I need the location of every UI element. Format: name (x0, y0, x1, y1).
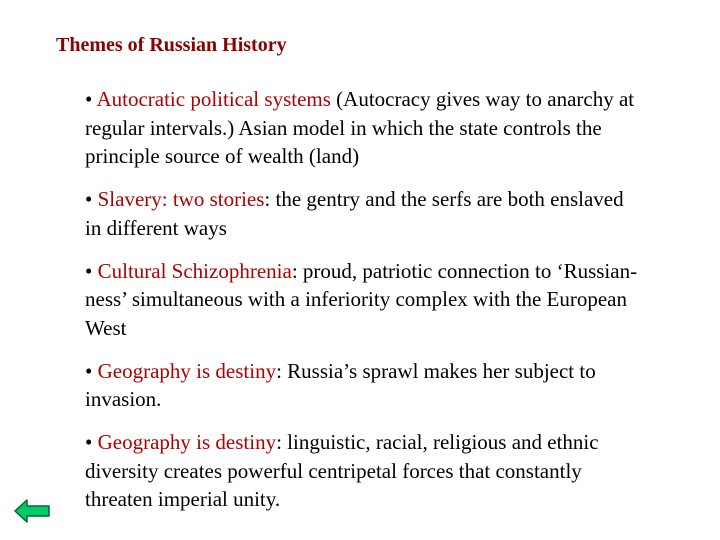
bullet-item (85, 428, 645, 514)
bullet-highlight: Geography is destiny (97, 358, 277, 383)
bullet-highlight: Autocratic political systems (96, 87, 331, 111)
back-button[interactable] (13, 498, 51, 524)
bullet-text: : Russia’s sprawl makes her subject to invasion. (85, 358, 596, 411)
bullet-item (85, 85, 645, 171)
bullet-list (85, 85, 645, 528)
bullet-highlight: Slavery: two stories (97, 187, 265, 211)
bullet-item (85, 357, 645, 414)
bullet-item (85, 257, 645, 343)
bullet-text: (Autocracy gives way to anarchy at regular intervals.) Asian model in which the state controls the principle source of wealth (land) (85, 87, 635, 168)
bullet-marker: • (85, 358, 98, 383)
bullet-marker: • (85, 430, 98, 454)
slide-title: Themes of Russian History (56, 34, 287, 56)
bullet-text: : the gentry and the serfs are both enslaved in different ways (85, 187, 624, 240)
bullet-marker: • (85, 87, 97, 111)
bullet-marker: • (85, 258, 98, 283)
bullet-text: : linguistic, racial, religious and ethnic diversity creates powerful centripetal forces that constantly threaten imperial unity. (85, 430, 599, 511)
left-arrow-icon (13, 498, 51, 524)
bullet-marker: • (85, 187, 98, 211)
bullet-highlight: Geography is destiny (97, 430, 277, 454)
bullet-item (85, 185, 645, 242)
bullet-highlight: Cultural Schizophrenia (97, 258, 292, 283)
bullet-text: : proud, patriotic connection to ‘Russian-ness’ simultaneous with a inferiority complex with the European West (85, 258, 638, 340)
